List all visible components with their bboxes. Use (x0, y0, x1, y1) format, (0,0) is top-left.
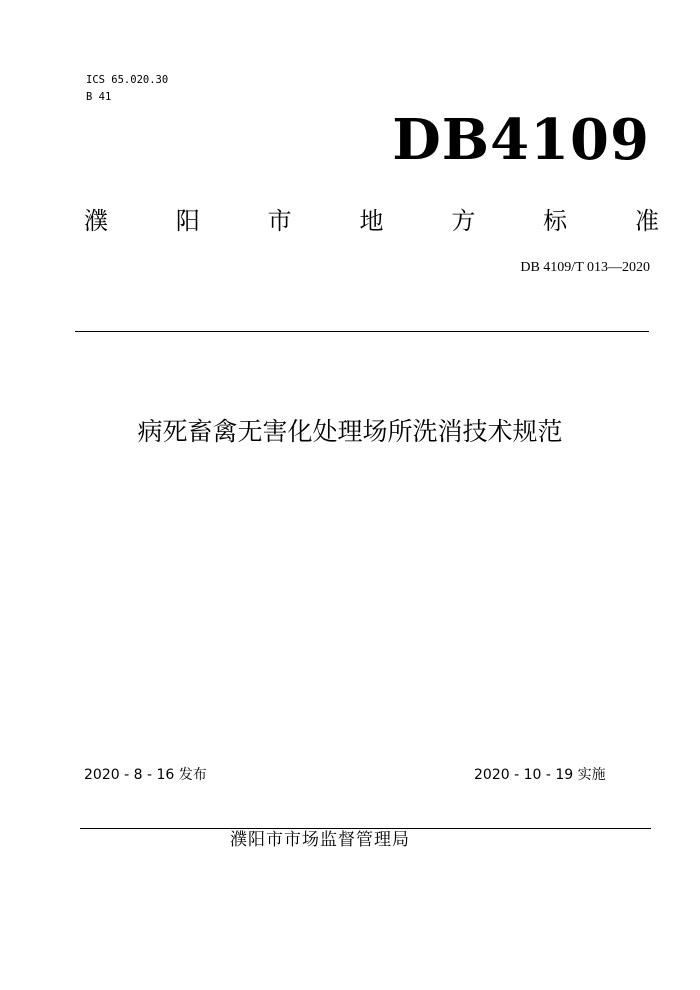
implementation-date: 2020 - 10 - 19 实施 (474, 767, 606, 783)
standard-number: DB 4109/T 013—2020 (520, 260, 650, 275)
standard-type-char: 濮 (84, 207, 108, 235)
standard-code: DB4109 (392, 107, 650, 173)
standard-type-char: 标 (543, 207, 568, 235)
document-title: 病死畜禽无害化处理场所洗消技术规范 (137, 417, 563, 446)
standard-type-char: 方 (451, 207, 476, 235)
standard-type-char: 市 (267, 207, 292, 235)
standard-type-char: 准 (634, 207, 659, 235)
issuing-authority: 濮阳市市场监督管理局 (230, 830, 410, 850)
standard-type-heading (84, 205, 659, 237)
ccs-code: B 41 (86, 91, 112, 103)
top-divider (75, 331, 649, 332)
classification-codes (86, 72, 168, 106)
standard-type-char: 阳 (175, 207, 200, 235)
standard-type-char: 地 (359, 207, 384, 235)
issue-date: 2020 - 8 - 16 发布 (84, 767, 207, 783)
ics-code: ICS 65.020.30 (86, 74, 169, 86)
